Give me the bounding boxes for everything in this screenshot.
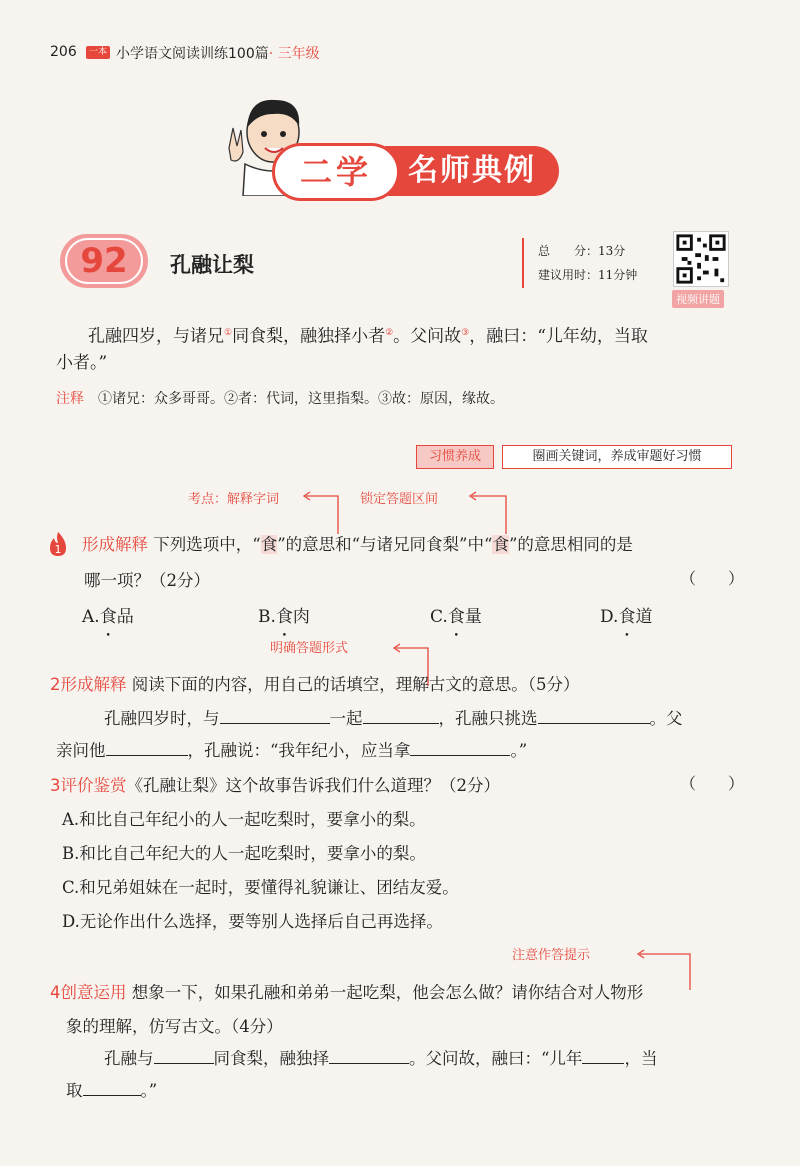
banner-right xyxy=(385,146,559,196)
note-ref-1: ① xyxy=(224,328,233,338)
q4-text: 取 xyxy=(66,1081,83,1100)
q4-number: 4 xyxy=(50,983,61,1002)
q1-key-word: 食 xyxy=(492,535,509,554)
option-suffix: 道 xyxy=(635,607,653,627)
q1-option-d[interactable] xyxy=(600,602,652,627)
option-key: 食 xyxy=(99,607,117,627)
banner-left xyxy=(272,143,400,201)
option-prefix: B. xyxy=(258,607,276,627)
grade-label: · 三年级 xyxy=(268,46,320,62)
q1-stem-line2: 哪一项？（2分） xyxy=(84,571,210,590)
q4-text: 。父问故，融曰：“儿年 xyxy=(409,1049,583,1068)
q1-label: 形成解释 xyxy=(82,535,148,554)
notes-label: 注释 xyxy=(56,391,84,407)
note-ref-3: ③ xyxy=(461,328,470,338)
q4-blank-2[interactable] xyxy=(329,1046,409,1064)
annotation-answer-form: 明确答题形式 xyxy=(270,641,349,656)
q2-blank-5[interactable] xyxy=(410,738,510,756)
option-key: 食 xyxy=(275,607,293,627)
q2-text: ，孔融只挑选 xyxy=(438,709,538,728)
q3-option-a[interactable]: A.和比自己年纪小的人一起吃梨时，要拿小的梨。 xyxy=(62,810,426,829)
q3-label: 评价鉴赏 xyxy=(60,776,127,795)
q1-stem xyxy=(82,530,633,560)
q2-fill-line-2 xyxy=(56,736,527,766)
q4-blank-4[interactable] xyxy=(83,1078,141,1096)
q3-option-c[interactable]: C.和兄弟姐妹在一起时，要懂得礼貌谦让、团结友爱。 xyxy=(62,878,459,897)
q3-option-d[interactable]: D.无论作出什么选择，要等别人选择后自己再选择。 xyxy=(62,912,443,931)
q1-answer-box[interactable]: （ ） xyxy=(680,569,745,588)
q1-option-a[interactable] xyxy=(82,602,134,627)
q2-blank-2[interactable] xyxy=(363,706,439,724)
q2-text: 一起 xyxy=(329,709,363,728)
passage-line-1 xyxy=(88,318,648,352)
q2-text: ，孔融说：“我年纪小，应当拿 xyxy=(187,741,411,760)
q4-blank-3[interactable] xyxy=(582,1046,624,1064)
q4-label: 创意运用 xyxy=(60,983,127,1002)
q2-blank-4[interactable] xyxy=(106,738,188,756)
option-suffix: 品 xyxy=(116,607,134,627)
q1-key-word: 食 xyxy=(260,535,278,554)
q3-number: 3 xyxy=(50,776,61,795)
option-key: 食 xyxy=(447,607,465,627)
passage-text: ，融曰：“儿年幼，当取 xyxy=(469,326,648,347)
total-score: 总 分：13分 xyxy=(538,244,626,258)
q3-answer-box[interactable]: （ ） xyxy=(680,774,745,793)
q2-blank-3[interactable] xyxy=(538,706,650,724)
lesson-title: 孔融让梨 xyxy=(170,253,254,277)
q1-option-b[interactable] xyxy=(258,602,310,627)
book-title-text: 小学语文阅读训练100篇 xyxy=(116,46,269,62)
notes-text: ①诸兄：众多哥哥。②者：代词，这里指梨。③故：原因，缘故。 xyxy=(98,391,504,407)
video-lecture-label[interactable]: 视频讲题 xyxy=(672,290,724,308)
lesson-number: 92 xyxy=(80,241,128,281)
option-prefix: D. xyxy=(600,607,619,627)
q1-number: 1 xyxy=(54,543,62,556)
q4-stem xyxy=(50,978,643,1008)
annotation-lock-range: 锁定答题区间 xyxy=(360,492,439,507)
banner-subtitle: 名师典例 xyxy=(408,153,536,188)
option-prefix: C. xyxy=(430,607,448,627)
q2-text: 阅读下面的内容，用自己的话填空，理解古文的意思。（5分） xyxy=(131,675,580,694)
q4-fill-line-1 xyxy=(104,1044,657,1074)
q2-label: 形成解释 xyxy=(60,675,127,694)
passage-text: 孔融四岁，与诸兄 xyxy=(88,326,224,347)
q2-text: 。父 xyxy=(649,709,683,728)
brand-badge: 一本 xyxy=(86,46,110,59)
q2-fill-line-1 xyxy=(104,704,683,734)
annotation-answer-hint: 注意作答提示 xyxy=(512,948,591,963)
q4-text: ，当 xyxy=(624,1049,658,1068)
page-number: 206 xyxy=(50,44,77,60)
option-prefix: A. xyxy=(82,607,100,627)
q3-stem xyxy=(50,771,500,801)
q2-text: 。” xyxy=(510,741,528,760)
flame-number-icon xyxy=(44,530,72,558)
habit-tip: 圈画关键词，养成审题好习惯 xyxy=(502,445,732,469)
q4-text: 。” xyxy=(140,1081,158,1100)
passage-line-2: 小者。” xyxy=(56,353,108,373)
passage-text: 。父问故 xyxy=(393,326,462,347)
q4-fill-line-2 xyxy=(66,1076,157,1106)
q1-option-c[interactable] xyxy=(430,602,482,627)
q3-text: 《孔融让梨》这个故事告诉我们什么道理？（2分） xyxy=(126,776,500,795)
note-ref-2: ② xyxy=(385,328,394,338)
q1-text: 下列选项中，“ xyxy=(153,535,261,554)
passage-text: 同食梨，融独择小者 xyxy=(232,326,386,347)
qr-code-icon[interactable] xyxy=(673,231,729,287)
option-suffix: 肉 xyxy=(292,607,310,627)
habit-tag: 习惯养成 xyxy=(416,445,494,469)
option-key: 食 xyxy=(618,607,636,627)
q2-stem xyxy=(50,670,580,700)
q4-blank-1[interactable] xyxy=(154,1046,214,1064)
annotation-keypoint: 考点：解释字词 xyxy=(188,492,280,507)
option-suffix: 量 xyxy=(464,607,482,627)
book-title xyxy=(116,43,320,63)
q2-text: 孔融四岁时，与 xyxy=(104,709,220,728)
q2-text: 亲问他 xyxy=(56,741,106,760)
q4-text: 孔融与 xyxy=(104,1049,154,1068)
banner-title: 二学 xyxy=(299,153,372,191)
q2-number: 2 xyxy=(50,675,61,694)
q1-text: ”的意思相同的是 xyxy=(508,535,633,554)
q3-option-b[interactable]: B.和比自己年纪大的人一起吃梨时，要拿小的梨。 xyxy=(62,844,426,863)
q1-text: ”的意思和“与诸兄同食梨”中“ xyxy=(277,535,493,554)
q2-blank-1[interactable] xyxy=(220,706,330,724)
suggested-time: 建议用时：11分钟 xyxy=(538,268,638,282)
q4-stem-line2: 象的理解，仿写古文。（4分） xyxy=(66,1017,283,1036)
q4-text: 想象一下，如果孔融和弟弟一起吃梨，他会怎么做？请你结合对人物形 xyxy=(131,983,644,1002)
q4-text: 同食梨，融独择 xyxy=(213,1049,329,1068)
notes xyxy=(56,388,504,408)
